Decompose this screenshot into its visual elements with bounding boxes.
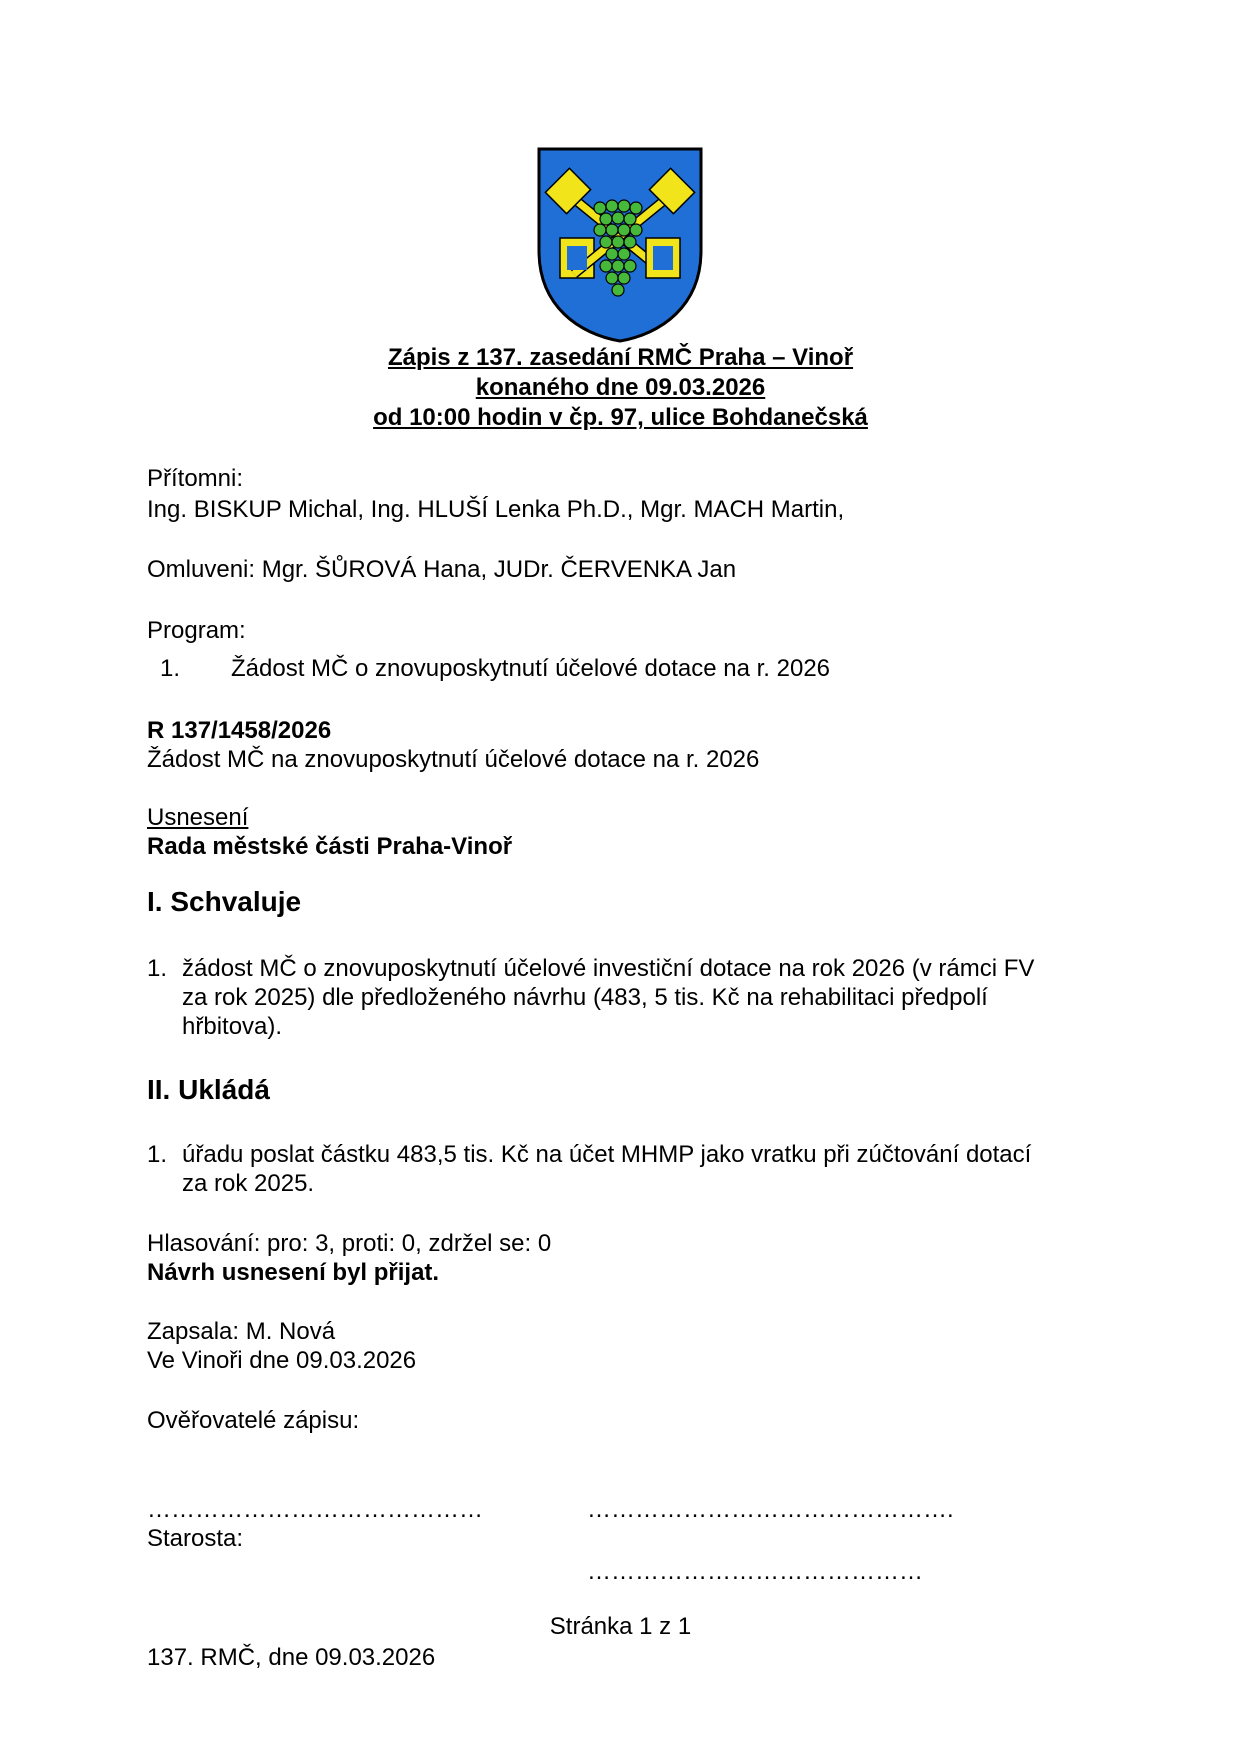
page-number: Stránka 1 z 1 bbox=[549, 1613, 692, 1640]
coat-of-arms-icon bbox=[536, 146, 704, 344]
orders-item-number: 1. bbox=[147, 1141, 168, 1168]
recorded-by: Zapsala: M. Nová bbox=[147, 1318, 336, 1345]
approves-item-number: 1. bbox=[147, 955, 168, 982]
approves-item-line-3: hřbitova). bbox=[182, 1013, 283, 1040]
title-line-1: Zápis z 137. zasedání RMČ Praha – Vinoř bbox=[387, 344, 854, 371]
footer-meeting: 137. RMČ, dne 09.03.2026 bbox=[147, 1644, 436, 1671]
vote-outcome: Návrh usnesení byl přijat. bbox=[147, 1259, 440, 1286]
approves-heading: I. Schvaluje bbox=[147, 886, 302, 917]
resolution-number: R 137/1458/2026 bbox=[147, 717, 332, 744]
signature-line-left: …………………………………… bbox=[147, 1496, 483, 1523]
program-item-number: 1. bbox=[160, 655, 181, 682]
excused: Omluveni: Mgr. ŠŮROVÁ Hana, JUDr. ČERVENKA Jan bbox=[147, 556, 737, 583]
title-line-3: od 10:00 hodin v čp. 97, ulice Bohdanečská bbox=[373, 404, 868, 431]
program-label: Program: bbox=[147, 617, 246, 644]
place-date: Ve Vinoři dne 09.03.2026 bbox=[147, 1347, 417, 1374]
orders-item-line-1: úřadu poslat částku 483,5 tis. Kč na účet MHMP jako vratku při zúčtování dotací bbox=[182, 1141, 1032, 1168]
resolution-subject: Žádost MČ na znovuposkytnutí účelové dotace na r. 2026 bbox=[147, 746, 760, 773]
verifiers-label: Ověřovatelé zápisu: bbox=[147, 1407, 360, 1434]
orders-heading: II. Ukládá bbox=[147, 1074, 270, 1105]
mayor-signature-line: …………………………………… bbox=[587, 1558, 923, 1585]
usneseni-label: Usnesení bbox=[147, 804, 249, 831]
present-names: Ing. BISKUP Michal, Ing. HLUŠÍ Lenka Ph.D., Mgr. MACH Martin, bbox=[147, 496, 845, 523]
orders-item-line-2: za rok 2025. bbox=[182, 1170, 315, 1197]
signature-line-right: ………………………………………. bbox=[587, 1496, 954, 1523]
vote-result: Hlasování: pro: 3, proti: 0, zdržel se: 0 bbox=[147, 1230, 552, 1257]
title-line-2: konaného dne 09.03.2026 bbox=[475, 374, 766, 401]
mayor-label: Starosta: bbox=[147, 1525, 244, 1552]
approves-item-line-2: za rok 2025) dle předloženého návrhu (483, 5 tis. Kč na rehabilitaci předpolí bbox=[182, 984, 988, 1011]
council-name: Rada městské části Praha-Vinoř bbox=[147, 833, 513, 860]
approves-item-line-1: žádost MČ o znovuposkytnutí účelové investiční dotace na rok 2026 (v rámci FV bbox=[182, 955, 1035, 982]
program-item-text: Žádost MČ o znovuposkytnutí účelové dotace na r. 2026 bbox=[231, 655, 831, 682]
present-label: Přítomni: bbox=[147, 465, 244, 492]
